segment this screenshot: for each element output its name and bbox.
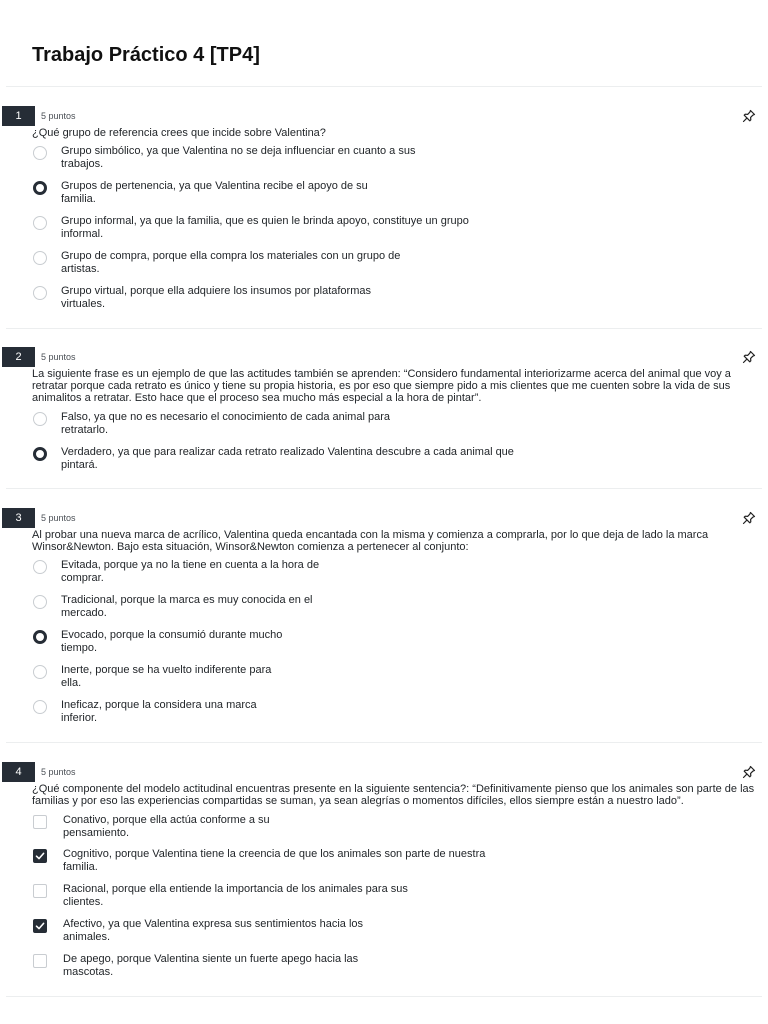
radio-button[interactable] bbox=[33, 286, 47, 300]
option-label-line: mercado. bbox=[61, 607, 107, 619]
checkbox-option[interactable] bbox=[32, 954, 552, 984]
option-label-line: Cognitivo, porque Valentina tiene la creencia de que los animales son parte de nuestra bbox=[63, 848, 486, 860]
radio-button-selected[interactable] bbox=[33, 447, 47, 461]
option-label bbox=[61, 629, 282, 655]
radio-option[interactable] bbox=[32, 216, 552, 246]
pin-icon[interactable] bbox=[742, 765, 756, 779]
option-label bbox=[63, 918, 363, 944]
radio-button[interactable] bbox=[33, 560, 47, 574]
option-label bbox=[61, 559, 319, 585]
option-label-line: mascotas. bbox=[63, 966, 114, 978]
option-label-line: Falso, ya que no es necesario el conocimiento de cada animal para bbox=[61, 411, 390, 423]
option-label-line: Grupos de pertenencia, ya que Valentina recibe el apoyo de su bbox=[61, 180, 368, 192]
option-label-line: tiempo. bbox=[61, 642, 98, 654]
option-label-line: informal. bbox=[61, 228, 104, 240]
option-label-line: pensamiento. bbox=[63, 827, 130, 839]
radio-button[interactable] bbox=[33, 412, 47, 426]
option-label-line: Grupo informal, ya que la familia, que es quien le brinda apoyo, constituye un grupo bbox=[61, 215, 469, 227]
page-title: Trabajo Práctico 4 [TP4] bbox=[32, 44, 260, 66]
radio-option[interactable] bbox=[32, 630, 552, 660]
checkbox-checked[interactable] bbox=[33, 919, 47, 933]
checkbox[interactable] bbox=[33, 815, 47, 829]
option-label bbox=[63, 848, 485, 874]
question-points: 5 puntos bbox=[41, 352, 76, 362]
option-label-line: Evitada, porque ya no la tiene en cuenta a la hora de bbox=[61, 559, 320, 571]
radio-option[interactable] bbox=[32, 700, 552, 730]
pin-icon[interactable] bbox=[742, 109, 756, 123]
option-label-line: virtuales. bbox=[61, 298, 106, 310]
radio-button[interactable] bbox=[33, 700, 47, 714]
question-text: ¿Qué componente del modelo actitudinal encuentras presente en la siguiente sentencia?: “Definitivamente pienso que los animales son parte de las familias y por eso las experiencias compartidas se suman, ya sean alegrías o momentos difíciles, ellos siempre están a nuestro lado”. bbox=[32, 783, 755, 807]
option-label bbox=[61, 145, 415, 171]
option-label-line: comprar. bbox=[61, 572, 104, 584]
option-label bbox=[61, 250, 400, 276]
option-label-line: Inerte, porque se ha vuelto indiferente para bbox=[61, 664, 272, 676]
radio-option[interactable] bbox=[32, 447, 552, 477]
radio-option[interactable] bbox=[32, 146, 552, 176]
radio-button[interactable] bbox=[33, 216, 47, 230]
option-label-line: Racional, porque ella entiende la importancia de los animales para sus bbox=[63, 883, 408, 895]
question-divider bbox=[6, 488, 762, 489]
option-label-line: artistas. bbox=[61, 263, 100, 275]
radio-button-selected[interactable] bbox=[33, 181, 47, 195]
option-label-line: retratarlo. bbox=[61, 424, 109, 436]
checkmark-icon bbox=[35, 921, 45, 931]
checkbox-option[interactable] bbox=[32, 849, 552, 879]
title-divider bbox=[6, 86, 762, 87]
option-label-line: inferior. bbox=[61, 712, 98, 724]
option-label-line: ella. bbox=[61, 677, 82, 689]
checkbox-option[interactable] bbox=[32, 919, 552, 949]
radio-option[interactable] bbox=[32, 181, 552, 211]
checkbox[interactable] bbox=[33, 884, 47, 898]
checkbox-checked[interactable] bbox=[33, 849, 47, 863]
checkbox-option[interactable] bbox=[32, 884, 552, 914]
question-number-badge: 3 bbox=[2, 508, 35, 528]
question-divider bbox=[6, 328, 762, 329]
option-label-line: Ineficaz, porque la considera una marca bbox=[61, 699, 257, 711]
question-points: 5 puntos bbox=[41, 767, 76, 777]
checkbox[interactable] bbox=[33, 954, 47, 968]
question-points: 5 puntos bbox=[41, 111, 76, 121]
option-label-line: familia. bbox=[61, 193, 96, 205]
radio-option[interactable] bbox=[32, 412, 552, 442]
option-label bbox=[63, 883, 408, 909]
option-label bbox=[61, 699, 257, 725]
option-label-line: animales. bbox=[63, 931, 111, 943]
option-label bbox=[61, 180, 368, 206]
question-text: La siguiente frase es un ejemplo de que las actitudes también se aprenden: “Considero fundamental interiorizarme acerca del animal que voy a retratar porque cada retrato es único y tiene su propia historia, es por eso que siempre pido a mis clientes que me cuenten sobre la vida de sus animalitos a retratar. Esto hace que el proceso sea mucho más especial a la hora de pintar”. bbox=[32, 368, 731, 404]
option-label-line: clientes. bbox=[63, 896, 104, 908]
question-points: 5 puntos bbox=[41, 513, 76, 523]
pin-icon[interactable] bbox=[742, 511, 756, 525]
option-label bbox=[61, 285, 371, 311]
checkbox-option[interactable] bbox=[32, 815, 552, 845]
option-label-line: Grupo virtual, porque ella adquiere los insumos por plataformas bbox=[61, 285, 371, 297]
radio-button[interactable] bbox=[33, 251, 47, 265]
option-label-line: Grupo simbólico, ya que Valentina no se deja influenciar en cuanto a sus bbox=[61, 145, 416, 157]
option-label-line: Evocado, porque la consumió durante mucho bbox=[61, 629, 283, 641]
option-label bbox=[61, 594, 313, 620]
option-label-line: Tradicional, porque la marca es muy conocida en el bbox=[61, 594, 313, 606]
option-label bbox=[63, 814, 270, 840]
option-label-line: Conativo, porque ella actúa conforme a su bbox=[63, 814, 270, 826]
question-divider bbox=[6, 996, 762, 997]
radio-button[interactable] bbox=[33, 595, 47, 609]
option-label bbox=[61, 664, 271, 690]
radio-button[interactable] bbox=[33, 665, 47, 679]
question-number-badge: 2 bbox=[2, 347, 35, 367]
option-label-line: Grupo de compra, porque ella compra los materiales con un grupo de bbox=[61, 250, 401, 262]
question-text: ¿Qué grupo de referencia crees que incide sobre Valentina? bbox=[32, 127, 326, 139]
radio-option[interactable] bbox=[32, 251, 552, 281]
option-label-line: trabajos. bbox=[61, 158, 104, 170]
option-label bbox=[61, 215, 469, 241]
option-label bbox=[63, 953, 358, 979]
option-label-line: De apego, porque Valentina siente un fuerte apego hacia las bbox=[63, 953, 359, 965]
option-label bbox=[61, 411, 390, 437]
radio-button-selected[interactable] bbox=[33, 630, 47, 644]
radio-option[interactable] bbox=[32, 595, 552, 625]
question-number-badge: 4 bbox=[2, 762, 35, 782]
option-label-line: pintará. bbox=[61, 459, 98, 471]
question-text: Al probar una nueva marca de acrílico, Valentina queda encantada con la misma y comienza a comprarla, por lo que deja de lado la marca Winsor&Newton. Bajo esta situación, Winsor&Newton comienza a pertenecer al conjunto: bbox=[32, 529, 709, 553]
radio-option[interactable] bbox=[32, 560, 552, 590]
question-number-badge: 1 bbox=[2, 106, 35, 126]
radio-button[interactable] bbox=[33, 146, 47, 160]
option-label-line: familia. bbox=[63, 861, 98, 873]
radio-option[interactable] bbox=[32, 665, 552, 695]
option-label bbox=[61, 446, 514, 472]
radio-option[interactable] bbox=[32, 286, 552, 316]
question-divider bbox=[6, 742, 762, 743]
option-label-line: Verdadero, ya que para realizar cada retrato realizado Valentina descubre a cada animal que bbox=[61, 446, 514, 458]
checkmark-icon bbox=[35, 851, 45, 861]
option-label-line: Afectivo, ya que Valentina expresa sus sentimientos hacia los bbox=[63, 918, 364, 930]
pin-icon[interactable] bbox=[742, 350, 756, 364]
